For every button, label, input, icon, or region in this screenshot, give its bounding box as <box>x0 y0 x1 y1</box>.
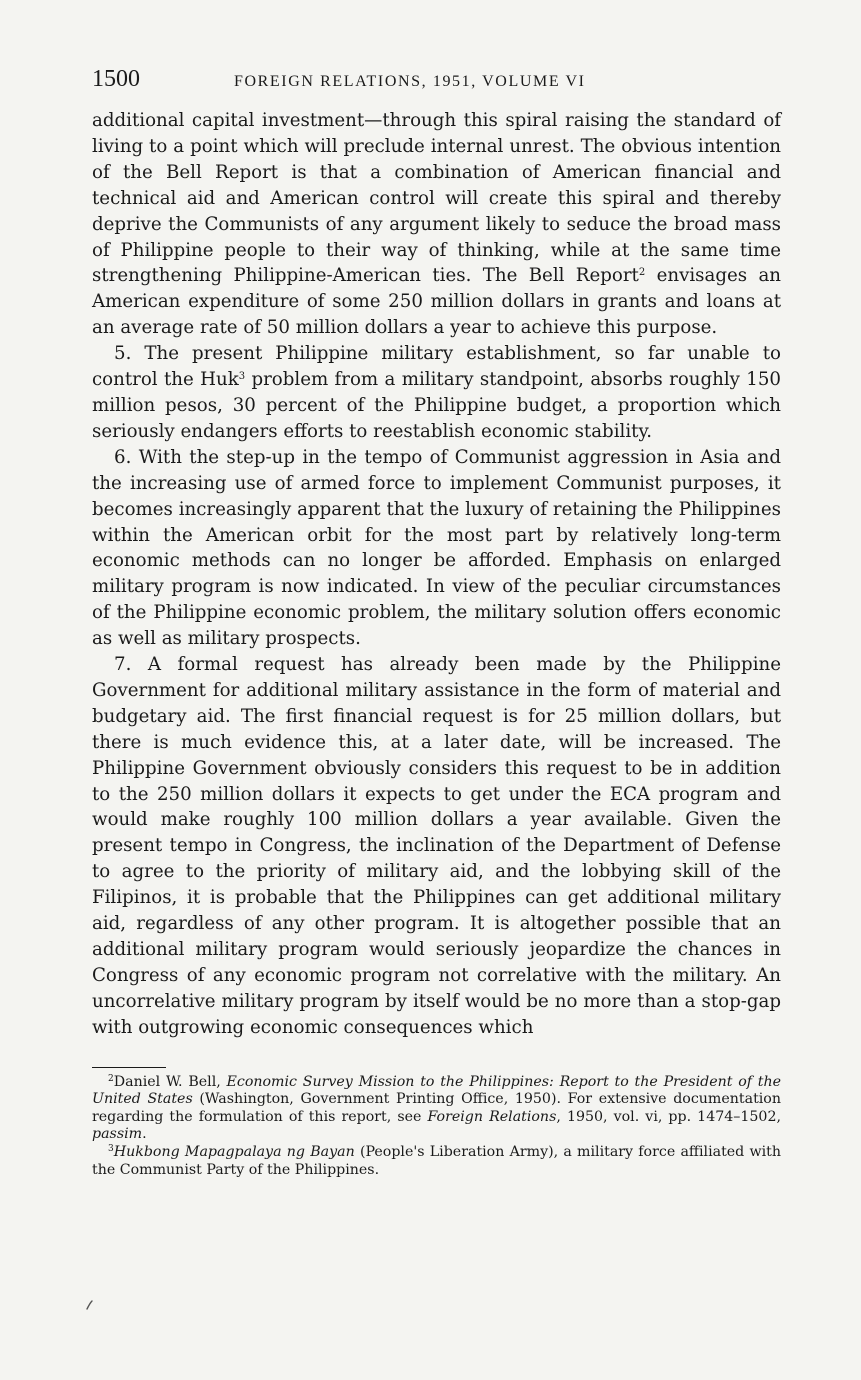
footnote-rule <box>92 1067 166 1068</box>
footnote-3 <box>92 1144 781 1179</box>
stray-ink-mark <box>86 1300 94 1310</box>
footnote-italic-passim: passim <box>92 1126 143 1143</box>
footnote-text: , 1950, vol. vi, pp. 1474–1502, <box>556 1108 781 1125</box>
footnote-mark: 2 <box>108 1073 114 1084</box>
running-title: FOREIGN RELATIONS, 1951, VOLUME VI <box>234 73 586 90</box>
paragraph-continued <box>92 108 781 341</box>
footnote-text: (Washington, Government Printing Office, 1950). For extensive documentation regarding the formulation of this report, see <box>92 1091 781 1125</box>
footnote-ref-3: 3 <box>238 371 246 383</box>
footnote-italic-series: Foreign Relations <box>427 1108 557 1125</box>
body-text <box>92 108 781 1041</box>
footnote-2 <box>92 1074 781 1144</box>
paragraph-text: envisages an American expenditure of some 250 million dollars in grants and loans at an average rate of 50 million dollars a year to achieve this purpose. <box>92 265 782 339</box>
footnote-text: Daniel W. Bell, <box>113 1073 227 1090</box>
footnote-italic-title: Economic Survey Mission to the Philippines: Report to the President of the United States <box>92 1073 781 1108</box>
footnote-mark: 3 <box>108 1144 114 1154</box>
paragraph-5 <box>92 341 781 445</box>
paragraph-text: problem from a military standpoint, absorbs roughly 150 million pesos, 30 percent of the Philippine budget, a proportion which seriously endangers efforts to reestablish economic stability. <box>92 369 781 442</box>
paragraph-text: 5. The present Philippine military establishment, so far unable to control the Huk <box>92 343 781 391</box>
paragraph-6: 6. With the step-up in the tempo of Communist aggression in Asia and the increasing use of armed force to implement Communist purposes, it becomes increasingly apparent that the luxury of retaining the Philippines within the American orbit for the most part by relatively long-term economic methods can no longer be afforded. Emphasis on enlarged military program is now indicated. In view of the peculiar circumstances of the Philippine economic problem, the military solution offers economic as well as military prospects. <box>92 446 781 650</box>
footnote-text: . <box>142 1126 147 1143</box>
running-head <box>92 66 781 100</box>
footnote-text: (People's Liberation Army), a military force affiliated with the Communist Party of the Philippines. <box>92 1144 782 1178</box>
paragraph-text: additional capital investment—through this spiral raising the standard of living to a point which will preclude internal unrest. The obvious intention of the Bell Report is that a combination of American financial and technical aid and American control will create this spiral and thereby deprive the Communists of any argument likely to seduce the broad mass of Philippine people to their way of thinking, while at the same time strengthening Philippine-American ties. The Bell Report <box>92 110 781 287</box>
footnotes <box>92 1074 781 1180</box>
footnote-italic-name: Hukbong Mapagpalaya ng Bayan <box>113 1144 355 1160</box>
page-number: 1500 <box>92 66 140 92</box>
footnote-ref-2: 2 <box>638 267 646 279</box>
paragraph-7: 7. A formal request has already been made by the Philippine Government for additional military assistance in the form of material and budgetary aid. The first financial request is for 25 million dollars, but there is much evidence this, at a later date, will be increased. The Philippine Government obviously considers this request to be in addition to the 250 million dollars it expects to get under the ECA program and would make roughly 100 million dollars a year available. Given the present tempo in Congress, the inclination of the Department of Defense to agree to the priority of military aid, and the lobbying skill of the Filipinos, it is probable that the Philippines can get additional military aid, regardless of any other program. It is altogether possible that an additional military program would seriously jeopardize the chances in Congress of any economic program not correlative with the military. An uncorrelative military program by itself would be no more than a stop-gap with outgrowing economic consequences which <box>92 654 781 1038</box>
